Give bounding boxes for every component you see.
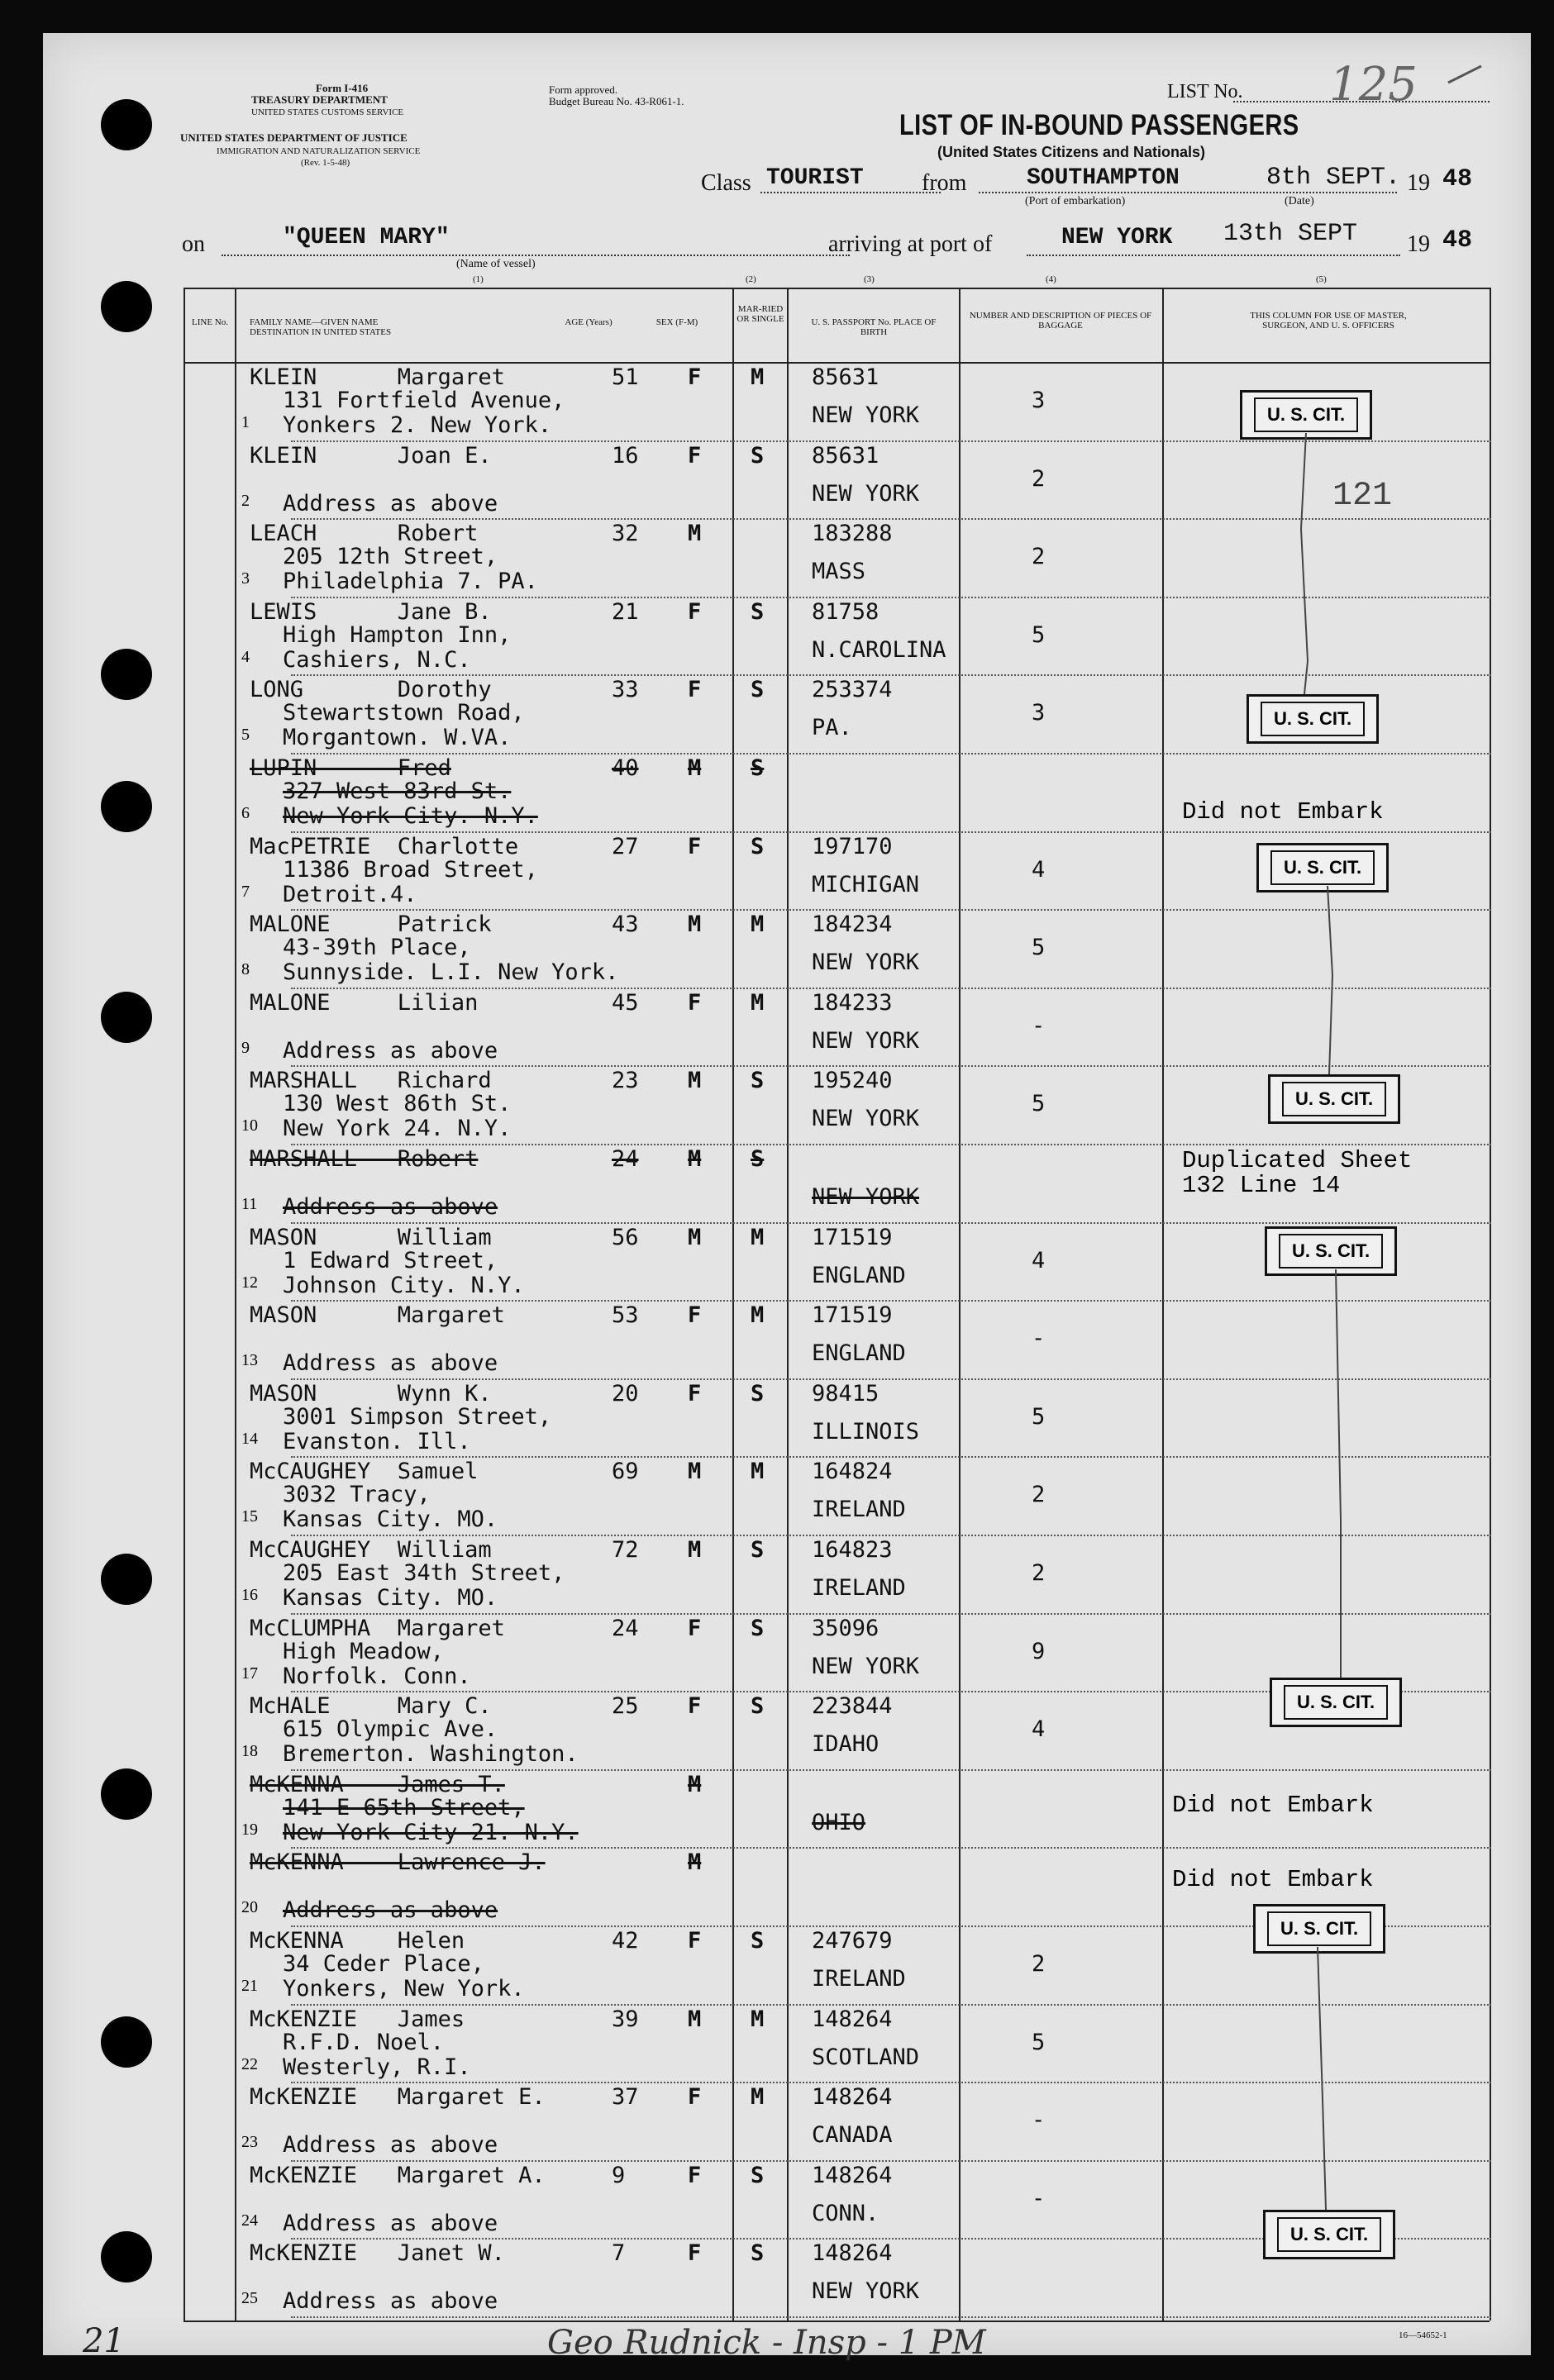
marital-status: M: [751, 1224, 765, 1250]
passenger-age: 23: [612, 1068, 639, 1094]
arrival-date: 13th SEPT: [1223, 220, 1358, 248]
passenger-age: 27: [612, 833, 639, 859]
marital-status: M: [751, 364, 765, 390]
vessel-caption: (Name of vessel): [456, 258, 536, 270]
passenger-address: 3001 Simpson Street,: [283, 1403, 552, 1430]
line-number: 19: [241, 1820, 258, 1839]
revision-date: (Rev. 1-5-48): [301, 158, 350, 168]
embark-year: 48: [1442, 165, 1473, 193]
passenger-sex: M: [688, 1146, 702, 1172]
passenger-address: Yonkers, New York.: [283, 1976, 525, 2002]
passenger-name: MARSHALL Robert: [250, 1146, 479, 1172]
marital-status: S: [751, 2162, 765, 2188]
passenger-age: 51: [612, 364, 639, 390]
marital-status: S: [751, 1146, 765, 1172]
place-of-birth: CONN.: [812, 2200, 879, 2226]
passenger-address: High Hampton Inn,: [283, 621, 512, 648]
line-number: 25: [241, 2289, 258, 2308]
place-of-birth: CANADA: [812, 2122, 893, 2149]
place-of-birth: IRELAND: [812, 1966, 906, 1992]
passenger-address: Morgantown. W.VA.: [283, 725, 512, 751]
passenger-address: High Meadow,: [283, 1638, 445, 1664]
passenger-sex: F: [688, 1693, 702, 1720]
passenger-age: 32: [612, 521, 639, 547]
line-number: 21: [241, 1977, 258, 1995]
year-prefix: 19: [1407, 170, 1430, 196]
baggage-count: 4: [1032, 1716, 1046, 1743]
passenger-age: 40: [612, 755, 639, 781]
passport-number: 247679: [812, 1928, 893, 1954]
line-number: 6: [241, 804, 250, 822]
immigration-service: IMMIGRATION AND NATURALIZATION SERVICE: [217, 146, 421, 156]
us-cit-stamp: U. S. CIT.: [1253, 1904, 1385, 1954]
baggage-count: 5: [1032, 2029, 1046, 2055]
from-label: from: [922, 170, 967, 196]
passenger-sex: F: [688, 1928, 702, 1954]
passenger-address: R.F.D. Noel.: [283, 2029, 445, 2055]
passenger-address: Address as above: [283, 490, 498, 516]
passport-number: 184234: [812, 912, 893, 938]
baggage-count: 2: [1032, 544, 1046, 570]
marital-status: S: [751, 1693, 765, 1720]
line-number: 16: [241, 1586, 258, 1604]
passenger-sex: F: [688, 677, 702, 703]
baggage-count: -: [1032, 1012, 1046, 1039]
on-label: on: [182, 231, 205, 257]
place-of-birth: ILLINOIS: [812, 1418, 920, 1445]
marital-status: S: [751, 2240, 765, 2267]
marital-status: S: [751, 1928, 765, 1954]
place-of-birth: NEW YORK: [812, 950, 920, 976]
passenger-age: 21: [612, 598, 639, 625]
place-of-birth: N.CAROLINA: [812, 636, 946, 663]
passenger-address: Address as above: [283, 2132, 498, 2159]
passport-number: 85631: [812, 442, 879, 469]
us-cit-stamp: U. S. CIT.: [1256, 843, 1389, 892]
passenger-address: Address as above: [283, 1350, 498, 1377]
us-cit-stamp: U. S. CIT.: [1270, 1678, 1402, 1727]
arrival-year: 48: [1442, 226, 1473, 255]
baggage-count: 3: [1032, 388, 1046, 413]
passenger-address: Address as above: [283, 2210, 498, 2236]
passenger-name: McKENZIE Margaret E.: [250, 2084, 546, 2111]
passenger-address: Cashiers, N.C.: [283, 646, 471, 673]
passenger-name: MASON Margaret: [250, 1302, 505, 1329]
inspector-signature: Geo Rudnick - Insp - 1 PM: [547, 2324, 986, 2362]
passport-number: 85631: [812, 364, 879, 390]
passenger-address: 205 12th Street,: [283, 544, 498, 570]
passenger-name: McKENNA Helen: [250, 1928, 465, 1954]
passenger-name: LEACH Robert: [250, 521, 479, 547]
remark-did-not-embark: Did not Embark: [1182, 798, 1384, 826]
marital-status: M: [751, 2084, 765, 2111]
marital-status: M: [751, 2006, 765, 2032]
us-cit-stamp: U. S. CIT.: [1263, 2210, 1395, 2259]
line-number: 9: [241, 1038, 250, 1057]
marital-status: M: [751, 912, 765, 938]
place-of-birth: IRELAND: [812, 1575, 906, 1601]
place-of-birth: NEW YORK: [812, 480, 920, 507]
place-of-birth: MASS: [812, 559, 866, 585]
baggage-count: -: [1032, 2185, 1046, 2211]
passenger-age: 45: [612, 989, 639, 1016]
marital-status: S: [751, 1380, 765, 1407]
passenger-address: Yonkers 2. New York.: [283, 412, 552, 438]
passenger-sex: F: [688, 364, 702, 390]
col-num-3: (3): [864, 274, 875, 284]
vessel-name: "QUEEN MARY": [283, 225, 450, 250]
passenger-age: 72: [612, 1537, 639, 1563]
marital-status: S: [751, 1537, 765, 1563]
passenger-sex: M: [688, 755, 702, 781]
remark-did-not-embark: Did not Embark: [1172, 1866, 1374, 1893]
passenger-age: 69: [612, 1459, 639, 1485]
passport-number: 81758: [812, 598, 879, 625]
marital-status: S: [751, 755, 765, 781]
baggage-count: 9: [1032, 1638, 1046, 1664]
line-number: 7: [241, 882, 250, 901]
customs-service: UNITED STATES CUSTOMS SERVICE: [251, 107, 404, 117]
passport-number: 148264: [812, 2162, 893, 2188]
passenger-age: 37: [612, 2084, 639, 2111]
passenger-age: 24: [612, 1615, 639, 1641]
line-number: 18: [241, 1742, 258, 1761]
passenger-address: Stewartstown Road,: [283, 700, 525, 726]
justice-department: UNITED STATES DEPARTMENT OF JUSTICE: [180, 131, 408, 144]
passenger-sex: F: [688, 1615, 702, 1641]
passenger-address: Address as above: [283, 1037, 498, 1064]
place-of-birth: NEW YORK: [812, 402, 920, 428]
place-of-birth: NEW YORK: [812, 1653, 920, 1679]
passport-number: 223844: [812, 1693, 893, 1720]
line-number: 20: [241, 1898, 258, 1917]
place-of-birth: IDAHO: [812, 1731, 879, 1758]
port-caption: (Port of embarkation): [1025, 195, 1126, 207]
place-of-birth: NEW YORK: [812, 1106, 920, 1132]
baggage-count: -: [1032, 1326, 1046, 1352]
passenger-age: 25: [612, 1693, 639, 1720]
passenger-name: MARSHALL Richard: [250, 1068, 492, 1094]
passenger-sex: M: [688, 1459, 702, 1485]
passenger-name: McKENZIE Janet W.: [250, 2240, 505, 2267]
col-num-4: (4): [1046, 274, 1056, 284]
passenger-address: 130 West 86th St.: [283, 1091, 512, 1117]
passport-number: 197170: [812, 833, 893, 859]
passenger-age: 42: [612, 1928, 639, 1954]
passenger-age: 20: [612, 1380, 639, 1407]
header-officers: THIS COLUMN FOR USE OF MASTER, SURGEON, AND U. S. OFFICERS: [1250, 311, 1407, 331]
col-num-5: (5): [1316, 274, 1327, 284]
marital-status: M: [751, 1459, 765, 1485]
passenger-address: New York City. N.Y.: [283, 803, 538, 829]
passenger-name: McCAUGHEY William: [250, 1537, 492, 1563]
arrival-port: NEW YORK: [1061, 225, 1173, 250]
passenger-sex: M: [688, 1068, 702, 1094]
passenger-sex: F: [688, 598, 702, 625]
line-number: 4: [241, 647, 250, 666]
embarkation-port: SOUTHAMPTON: [1027, 165, 1180, 191]
passenger-address: 1 Edward Street,: [283, 1247, 498, 1273]
baggage-count: -: [1032, 2107, 1046, 2134]
passenger-sex: M: [688, 912, 702, 938]
class-label: Class: [701, 170, 751, 196]
passenger-name: MacPETRIE Charlotte: [250, 833, 519, 859]
passenger-address: Kansas City. MO.: [283, 1507, 498, 1533]
baggage-count: 3: [1032, 700, 1046, 726]
passenger-sex: M: [688, 1849, 702, 1876]
treasury-department: TREASURY DEPARTMENT: [251, 93, 388, 106]
passenger-sex: F: [688, 442, 702, 469]
marital-status: M: [751, 989, 765, 1016]
passenger-age: 56: [612, 1224, 639, 1250]
passenger-address: 205 East 34th Street,: [283, 1560, 565, 1586]
baggage-count: 2: [1032, 465, 1046, 492]
passenger-age: 7: [612, 2240, 626, 2267]
passport-number: 171519: [812, 1224, 893, 1250]
passenger-sex: M: [688, 1771, 702, 1797]
passenger-name: LONG Dorothy: [250, 677, 492, 703]
passenger-name: MALONE Patrick: [250, 912, 492, 938]
place-of-birth: MICHIGAN: [812, 871, 920, 897]
passenger-age: 33: [612, 677, 639, 703]
list-no-handwritten: 125: [1329, 58, 1418, 112]
passenger-address: New York 24. N.Y.: [283, 1116, 512, 1142]
baggage-count: 2: [1032, 1951, 1046, 1977]
line-number: 10: [241, 1116, 258, 1135]
passenger-name: MASON William: [250, 1224, 492, 1250]
left-margin-mark: 21: [83, 2322, 125, 2360]
passport-number: 184233: [812, 989, 893, 1016]
manifest-title: LIST OF IN-BOUND PASSENGERS: [899, 109, 1299, 141]
passenger-address: Norfolk. Conn.: [283, 1663, 471, 1689]
passenger-sex: F: [688, 833, 702, 859]
passenger-sex: M: [688, 1537, 702, 1563]
us-cit-stamp: U. S. CIT.: [1268, 1074, 1400, 1124]
passenger-sex: F: [688, 989, 702, 1016]
passenger-age: 43: [612, 912, 639, 938]
passenger-age: 24: [612, 1146, 639, 1172]
passenger-name: McKENZIE James: [250, 2006, 465, 2032]
class-value: TOURIST: [766, 165, 864, 191]
marital-status: M: [751, 1302, 765, 1329]
budget-bureau: Budget Bureau No. 43-R061-1.: [549, 95, 684, 107]
line-number: 11: [241, 1195, 258, 1213]
passenger-name: McKENNA James T.: [250, 1771, 505, 1797]
line-number: 15: [241, 1507, 258, 1526]
line-number: 5: [241, 726, 250, 745]
passenger-address: Detroit.4.: [283, 881, 417, 907]
passenger-address: Bremerton. Washington.: [283, 1741, 579, 1768]
line-number: 13: [241, 1351, 258, 1370]
date-caption: (Date): [1285, 195, 1314, 207]
passenger-address: Evanston. Ill.: [283, 1428, 471, 1454]
passport-number: 164824: [812, 1459, 893, 1485]
place-of-birth: NEW YORK: [812, 1027, 920, 1054]
header-baggage: NUMBER AND DESCRIPTION OF PIECES OF BAGGAGE: [969, 311, 1152, 331]
passenger-address: Address as above: [283, 1194, 498, 1220]
remark-duplicated-line: 132 Line 14: [1182, 1172, 1341, 1199]
manifest-page: [43, 33, 1531, 2362]
header-line-no: LINE No.: [192, 317, 228, 327]
passenger-address: 131 Fortfield Avenue,: [283, 388, 565, 413]
passenger-name: McKENNA Lawrence J.: [250, 1849, 546, 1876]
header-name: FAMILY NAME—GIVEN NAME DESTINATION IN UNITED STATES: [250, 317, 392, 337]
passenger-name: LEWIS Jane B.: [250, 598, 492, 625]
baggage-count: 2: [1032, 1482, 1046, 1508]
line-number: 24: [241, 2211, 258, 2230]
passenger-sex: F: [688, 1380, 702, 1407]
arrival-year-prefix: 19: [1407, 231, 1430, 257]
place-of-birth: ENGLAND: [812, 1262, 906, 1288]
passport-number: 98415: [812, 1380, 879, 1407]
passenger-name: McCAUGHEY Samuel: [250, 1459, 479, 1485]
arriving-label: arriving at port of: [828, 231, 993, 257]
place-of-birth: NEW YORK: [812, 1184, 920, 1210]
remark-connector-lines: [43, 33, 1531, 2355]
list-no-label: LIST No.: [1167, 81, 1243, 102]
passenger-address: Address as above: [283, 2288, 498, 2315]
passenger-address: Westerly, R.I.: [283, 2054, 471, 2080]
passport-number: 253374: [812, 677, 893, 703]
form-approved: Form approved.: [549, 83, 618, 96]
line-number: 3: [241, 569, 250, 588]
place-of-birth: OHIO: [812, 1809, 866, 1835]
passenger-address: 141 E 65th Street,: [283, 1794, 525, 1821]
us-cit-stamp: U. S. CIT.: [1240, 390, 1372, 440]
baggage-count: 2: [1032, 1560, 1046, 1586]
col-num-2: (2): [746, 274, 756, 284]
passenger-address: 3032 Tracy,: [283, 1482, 431, 1508]
header-married: MAR-RIED OR SINGLE: [736, 304, 784, 324]
passenger-address: 11386 Broad Street,: [283, 856, 538, 883]
form-code: 16—54652-1: [1399, 2330, 1447, 2340]
passport-number: 183288: [812, 521, 893, 547]
header-passport: U. S. PASSPORT No. PLACE OF BIRTH: [811, 317, 937, 337]
col-num-1: (1): [473, 274, 484, 284]
passenger-sex: M: [688, 2006, 702, 2032]
passenger-address: 615 Olympic Ave.: [283, 1716, 498, 1743]
form-number: Form I-416: [316, 82, 369, 94]
passenger-sex: F: [688, 2162, 702, 2188]
line-number: 23: [241, 2133, 258, 2152]
passport-number: 195240: [812, 1068, 893, 1094]
passenger-name: McCLUMPHA Margaret: [250, 1615, 505, 1641]
passenger-name: KLEIN Margaret: [250, 364, 505, 390]
place-of-birth: SCOTLAND: [812, 2044, 920, 2070]
header-age: AGE (Years): [565, 317, 613, 327]
list-reference: 121: [1332, 478, 1393, 515]
passenger-sex: F: [688, 2084, 702, 2111]
passenger-name: KLEIN Joan E.: [250, 442, 492, 469]
line-number: 1: [241, 413, 250, 431]
marital-status: S: [751, 598, 765, 625]
remark-duplicated-sheet: Duplicated Sheet: [1182, 1147, 1413, 1174]
place-of-birth: IRELAND: [812, 1497, 906, 1523]
us-cit-stamp: U. S. CIT.: [1247, 694, 1379, 744]
passenger-address: Johnson City. N.Y.: [283, 1272, 525, 1298]
marital-status: S: [751, 1615, 765, 1641]
passenger-age: 16: [612, 442, 639, 469]
passenger-age: 39: [612, 2006, 639, 2032]
passenger-address: 327 West 83rd St.: [283, 778, 512, 804]
passenger-address: Philadelphia 7. PA.: [283, 569, 538, 595]
passenger-name: LUPIN Fred: [250, 755, 451, 781]
line-number: 17: [241, 1664, 258, 1683]
line-number: 12: [241, 1273, 258, 1292]
passport-number: 164823: [812, 1537, 893, 1563]
remark-did-not-embark: Did not Embark: [1172, 1792, 1374, 1819]
embarkation-date: 8th SEPT.: [1266, 164, 1401, 192]
baggage-count: 4: [1032, 1247, 1046, 1273]
baggage-count: 5: [1032, 935, 1046, 961]
passenger-address: 34 Ceder Place,: [283, 1951, 484, 1977]
passenger-address: Kansas City. MO.: [283, 1585, 498, 1611]
marital-status: S: [751, 442, 765, 469]
place-of-birth: ENGLAND: [812, 1340, 906, 1367]
passenger-address: Sunnyside. L.I. New York.: [283, 959, 619, 986]
passport-number: 148264: [812, 2006, 893, 2032]
baggage-count: 5: [1032, 1091, 1046, 1117]
baggage-count: 4: [1032, 856, 1046, 883]
line-number: 14: [241, 1429, 258, 1448]
baggage-count: 5: [1032, 1403, 1046, 1430]
place-of-birth: NEW YORK: [812, 2278, 920, 2305]
passenger-sex: M: [688, 521, 702, 547]
passport-number: 148264: [812, 2084, 893, 2111]
passenger-address: 43-39th Place,: [283, 935, 471, 961]
passenger-name: MASON Wynn K.: [250, 1380, 492, 1407]
passenger-address: New York City 21. N.Y.: [283, 1819, 579, 1845]
baggage-count: 5: [1032, 621, 1046, 648]
passenger-sex: F: [688, 2240, 702, 2267]
passenger-age: 53: [612, 1302, 639, 1329]
passenger-name: MALONE Lilian: [250, 989, 479, 1016]
passenger-sex: M: [688, 1224, 702, 1250]
manifest-subtitle: (United States Citizens and Nationals): [937, 144, 1206, 160]
passenger-sex: F: [688, 1302, 702, 1329]
passenger-address: Address as above: [283, 1897, 498, 1924]
passenger-name: McHALE Mary C.: [250, 1693, 492, 1720]
marital-status: S: [751, 1068, 765, 1094]
place-of-birth: PA.: [812, 715, 852, 741]
passenger-age: 9: [612, 2162, 626, 2188]
line-number: 8: [241, 960, 250, 979]
line-number: 2: [241, 491, 250, 510]
passport-number: 171519: [812, 1302, 893, 1329]
passenger-name: McKENZIE Margaret A.: [250, 2162, 546, 2188]
passport-number: 148264: [812, 2240, 893, 2267]
marital-status: S: [751, 677, 765, 703]
passport-number: 35096: [812, 1615, 879, 1641]
line-number: 22: [241, 2054, 258, 2073]
header-sex: SEX (F-M): [655, 317, 698, 327]
us-cit-stamp: U. S. CIT.: [1265, 1226, 1397, 1276]
marital-status: S: [751, 833, 765, 859]
